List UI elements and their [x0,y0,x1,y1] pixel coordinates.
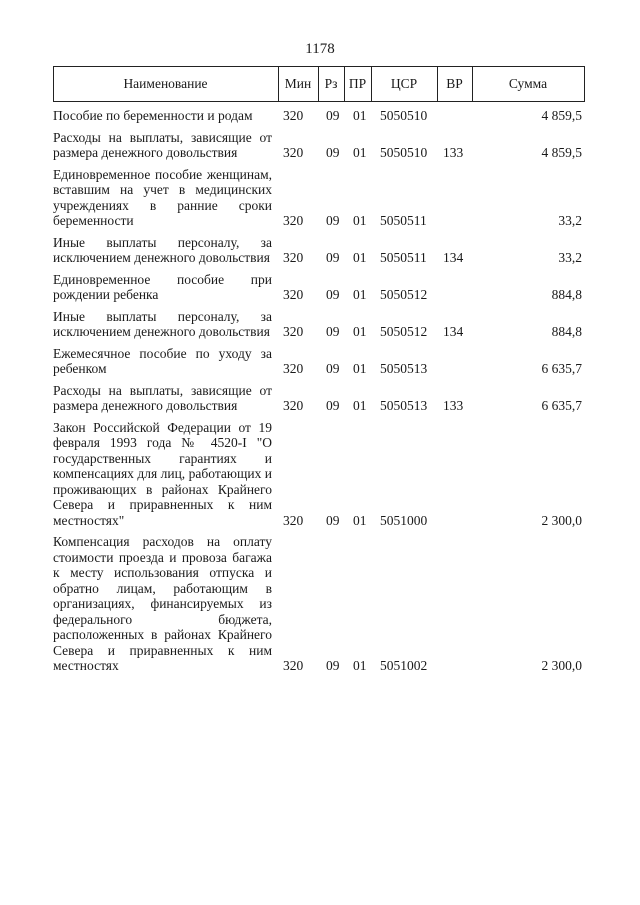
row-sum: 6 635,7 [541,361,582,376]
row-pr: 01 [353,324,367,339]
header-csr: ЦСР [390,76,418,91]
row-pr: 01 [353,145,367,160]
row-min: 320 [283,324,304,339]
row-min: 320 [283,213,304,228]
row-name: Иные выплаты персоналу, за исключением денежного довольствия [53,234,272,265]
table-row [53,346,585,377]
row-min: 320 [283,250,304,265]
row-pr: 01 [353,512,367,528]
row-rz: 09 [326,324,340,339]
row-name: Закон Российской Федерации от 19 февраля 1993 года № 4520-I "О государственных гарантиях и компенсациях для лиц, работающих и проживающих в районах Крайнего Севера и приравненных к ним местностях" [53,419,272,528]
row-csr: 5050512 [380,324,428,339]
row-min: 320 [283,108,304,123]
row-rz: 09 [326,108,340,123]
row-name: Компенсация расходов на оплату стоимости проезда и провоза багажа к месту использования отпуска и обратно лицам, работающим в организациях, финансируемых из федерального бюджета, расположенных в районах Крайнего Севера и приравненных к ним местностях [53,534,272,673]
header-pr: ПР [348,76,367,91]
row-pr: 01 [353,250,367,265]
row-rz: 09 [326,512,340,528]
row-min: 320 [283,145,304,160]
row-rz: 09 [326,250,340,265]
row-sum: 4 859,5 [541,108,582,123]
row-csr: 5050513 [380,398,428,413]
row-rz: 09 [326,145,340,160]
row-pr: 01 [353,108,367,123]
row-pr: 01 [353,658,367,673]
table-header [53,66,585,102]
row-sum: 33,2 [558,250,582,265]
row-csr: 5050511 [380,250,427,265]
table-row [53,383,585,414]
row-csr: 5050512 [380,287,428,302]
table-row [53,272,585,303]
row-sum: 33,2 [558,213,582,228]
row-csr: 5051002 [380,658,428,673]
page-number: 1178 [305,41,335,57]
table-body [53,102,585,674]
row-sum: 884,8 [551,324,582,339]
row-min: 320 [283,361,304,376]
row-sum: 2 300,0 [541,512,582,528]
row-name: Единовременное пособие женщинам, вставшим на учет в медицинских учреждениях в ранние сроки беременности [53,166,272,228]
table-row [53,235,585,266]
row-pr: 01 [353,213,367,228]
row-sum: 6 635,7 [541,398,582,413]
row-name: Расходы на выплаты, зависящие от размера денежного довольствия [53,382,272,413]
table-row [53,420,585,529]
row-rz: 09 [326,361,340,376]
row-csr: 5050510 [380,108,428,123]
header-name: Наименование [123,76,208,91]
header-vr: ВР [446,76,463,91]
row-sum: 884,8 [551,287,582,302]
row-csr: 5050513 [380,361,428,376]
row-min: 320 [283,398,304,413]
row-rz: 09 [326,658,340,673]
row-pr: 01 [353,287,367,302]
row-sum: 2 300,0 [541,658,582,673]
row-sum: 4 859,5 [541,145,582,160]
row-vr: 133 [443,145,464,160]
header-rz: Рз [324,76,338,91]
row-rz: 09 [326,213,340,228]
row-name: Пособие по беременности и родам [53,108,253,123]
row-name: Ежемесячное пособие по уходу за ребенком [53,345,272,376]
table-row [53,309,585,340]
row-csr: 5050510 [380,145,428,160]
table-row [53,130,585,161]
header-sum: Сумма [508,76,548,91]
row-min: 320 [283,287,304,302]
row-name: Расходы на выплаты, зависящие от размера денежного довольствия [53,129,272,160]
row-name: Единовременное пособие при рождении ребенка [53,271,272,302]
row-vr: 134 [443,324,464,339]
row-pr: 01 [353,398,367,413]
row-csr: 5051000 [380,512,428,528]
row-rz: 09 [326,287,340,302]
row-name: Иные выплаты персоналу, за исключением денежного довольствия [53,308,272,339]
row-min: 320 [283,658,304,673]
table-row [53,534,585,674]
table-row [53,108,585,124]
row-vr: 133 [443,398,464,413]
row-min: 320 [283,512,304,528]
row-rz: 09 [326,398,340,413]
table-row [53,167,585,229]
row-csr: 5050511 [380,213,427,228]
row-pr: 01 [353,361,367,376]
row-vr: 134 [443,250,464,265]
header-min: Мин [284,76,312,91]
